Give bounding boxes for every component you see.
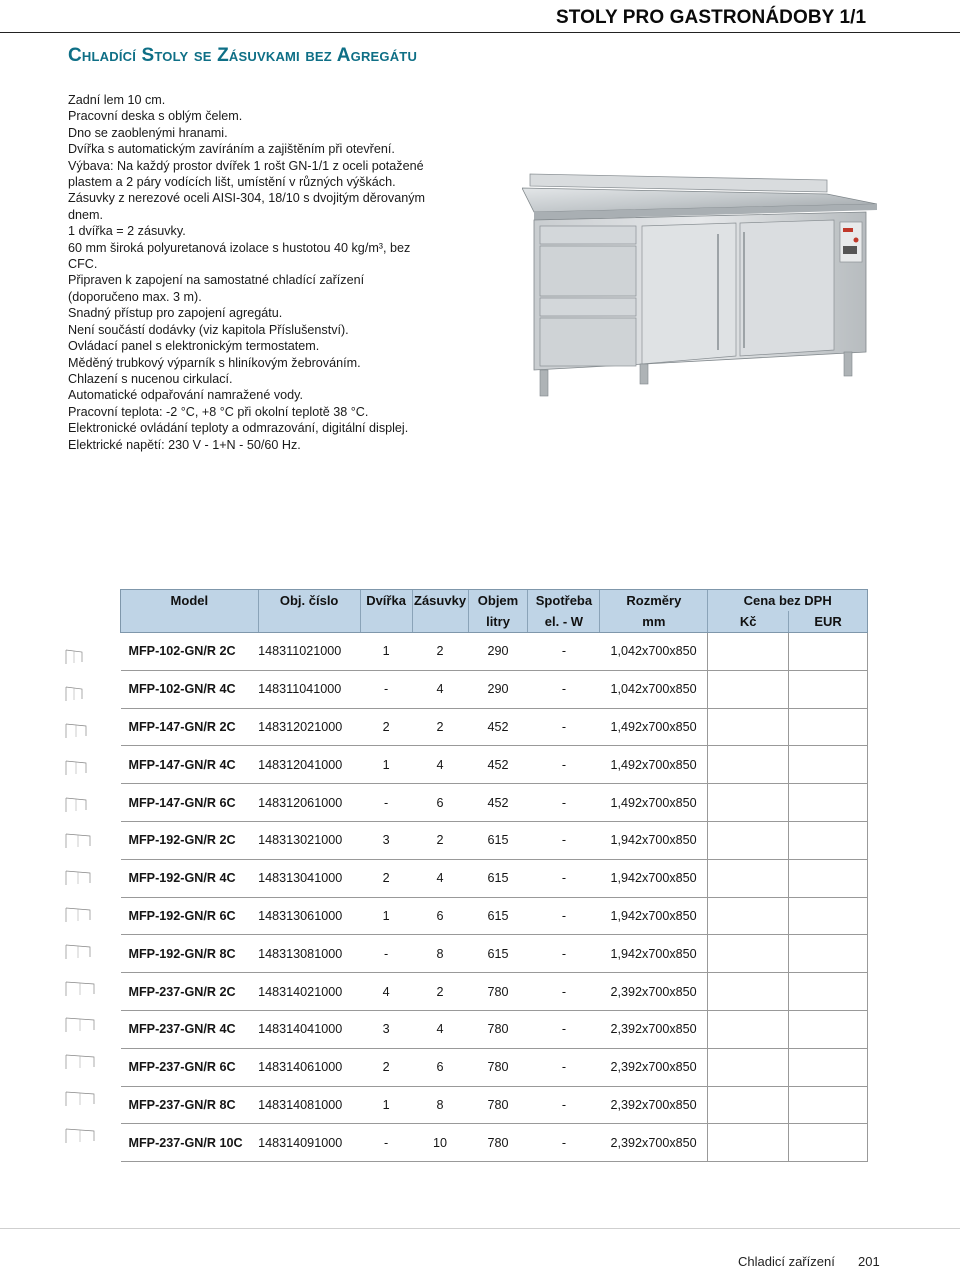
cell-price-eur bbox=[789, 935, 868, 973]
cell-price-czk bbox=[708, 973, 789, 1011]
description-line: Výbava: Na každý prostor dvířek 1 rošt GN-1/1 z oceli potažené bbox=[68, 158, 424, 173]
cell-price-eur bbox=[789, 859, 868, 897]
table-row bbox=[121, 784, 868, 822]
table-sketch-icon bbox=[64, 1044, 104, 1081]
cell-consumption: - bbox=[528, 1086, 600, 1124]
cell-volume: 780 bbox=[468, 1010, 528, 1048]
table-sketch-icon bbox=[64, 713, 104, 750]
cell-price-czk bbox=[708, 821, 789, 859]
cell-price-czk bbox=[708, 670, 789, 708]
section-title: Chladící Stoly se Zásuvkami bez Agregátu bbox=[68, 45, 418, 66]
description-line: plastem a 2 páry vodících lišt, umístění v různých výškách. bbox=[68, 175, 396, 190]
cell-dimensions: 1,492x700x850 bbox=[600, 708, 708, 746]
cell-doors: 2 bbox=[360, 1048, 412, 1086]
cell-price-czk bbox=[708, 1086, 789, 1124]
cell-dimensions: 1,942x700x850 bbox=[600, 897, 708, 935]
cell-order-number: 148312041000 bbox=[258, 746, 360, 784]
header-divider bbox=[0, 32, 960, 33]
cell-price-eur bbox=[789, 784, 868, 822]
cell-volume: 452 bbox=[468, 784, 528, 822]
table-sketch-icon bbox=[64, 1117, 104, 1154]
cell-consumption: - bbox=[528, 633, 600, 671]
cell-dimensions: 2,392x700x850 bbox=[600, 1048, 708, 1086]
header-unit-mm: mm bbox=[600, 611, 708, 633]
cell-order-number: 148312061000 bbox=[258, 784, 360, 822]
cell-model: MFP-237-GN/R 10C bbox=[121, 1124, 259, 1162]
cell-consumption: - bbox=[528, 1010, 600, 1048]
cell-consumption: - bbox=[528, 973, 600, 1011]
cell-consumption: - bbox=[528, 821, 600, 859]
cell-doors: 1 bbox=[360, 897, 412, 935]
cell-price-czk bbox=[708, 859, 789, 897]
description-line: Ovládací panel s elektronickým termostatem. bbox=[68, 339, 320, 354]
cell-model: MFP-147-GN/R 6C bbox=[121, 784, 259, 822]
cell-volume: 452 bbox=[468, 746, 528, 784]
cell-consumption: - bbox=[528, 897, 600, 935]
header-model: Model bbox=[121, 590, 259, 612]
table-row bbox=[121, 897, 868, 935]
cell-drawers: 2 bbox=[412, 633, 468, 671]
cell-consumption: - bbox=[528, 746, 600, 784]
table-row bbox=[121, 1124, 868, 1162]
cell-model: MFP-147-GN/R 4C bbox=[121, 746, 259, 784]
cell-dimensions: 2,392x700x850 bbox=[600, 973, 708, 1011]
cell-model: MFP-237-GN/R 6C bbox=[121, 1048, 259, 1086]
cell-price-eur bbox=[789, 821, 868, 859]
cell-doors: 3 bbox=[360, 1010, 412, 1048]
table-sketch-icon bbox=[64, 823, 104, 860]
description-line: CFC. bbox=[68, 257, 98, 272]
header-dimensions: Rozměry bbox=[600, 590, 708, 612]
cell-model: MFP-102-GN/R 4C bbox=[121, 670, 259, 708]
cell-doors: 3 bbox=[360, 821, 412, 859]
cell-volume: 290 bbox=[468, 670, 528, 708]
description-line: Snadný přístup pro zapojení agregátu. bbox=[68, 306, 283, 321]
cell-doors: 2 bbox=[360, 859, 412, 897]
cell-order-number: 148311021000 bbox=[258, 633, 360, 671]
cell-price-czk bbox=[708, 633, 789, 671]
header-consumption: Spotřeba bbox=[528, 590, 600, 612]
header-unit-empty bbox=[360, 611, 412, 633]
cell-order-number: 148312021000 bbox=[258, 708, 360, 746]
header-doors: Dvířka bbox=[360, 590, 412, 612]
table-sketch-icon bbox=[64, 676, 104, 713]
header-unit-eur: EUR bbox=[789, 611, 868, 633]
cell-price-czk bbox=[708, 784, 789, 822]
description-line: 60 mm široká polyuretanová izolace s hustotou 40 kg/m³, bez bbox=[68, 240, 411, 255]
table-row bbox=[121, 633, 868, 671]
table-sketch-icon bbox=[64, 933, 104, 970]
cell-order-number: 148311041000 bbox=[258, 670, 360, 708]
refrigerated-counter-photo bbox=[522, 170, 877, 400]
cell-consumption: - bbox=[528, 1048, 600, 1086]
cell-volume: 780 bbox=[468, 973, 528, 1011]
cell-model: MFP-192-GN/R 8C bbox=[121, 935, 259, 973]
table-sketch-icon bbox=[64, 1007, 104, 1044]
header-unit-czk: Kč bbox=[708, 611, 789, 633]
cell-price-czk bbox=[708, 1048, 789, 1086]
cell-consumption: - bbox=[528, 670, 600, 708]
cell-model: MFP-192-GN/R 2C bbox=[121, 821, 259, 859]
table-sketch-icon bbox=[64, 639, 104, 676]
cell-drawers: 6 bbox=[412, 897, 468, 935]
cell-price-eur bbox=[789, 746, 868, 784]
product-description bbox=[68, 92, 463, 453]
cell-doors: 2 bbox=[360, 708, 412, 746]
cell-order-number: 148313041000 bbox=[258, 859, 360, 897]
cell-volume: 615 bbox=[468, 935, 528, 973]
cell-price-czk bbox=[708, 935, 789, 973]
cell-drawers: 2 bbox=[412, 973, 468, 1011]
table-row bbox=[121, 746, 868, 784]
cell-price-eur bbox=[789, 1048, 868, 1086]
cell-doors: - bbox=[360, 670, 412, 708]
description-line: Zadní lem 10 cm. bbox=[68, 93, 166, 107]
cell-dimensions: 1,042x700x850 bbox=[600, 633, 708, 671]
table-row bbox=[121, 1086, 868, 1124]
header-volume: Objem bbox=[468, 590, 528, 612]
cell-volume: 452 bbox=[468, 708, 528, 746]
table-header-units-row bbox=[121, 611, 868, 633]
cell-model: MFP-192-GN/R 6C bbox=[121, 897, 259, 935]
cell-drawers: 8 bbox=[412, 1086, 468, 1124]
cell-doors: 1 bbox=[360, 1086, 412, 1124]
cell-model: MFP-237-GN/R 2C bbox=[121, 973, 259, 1011]
cell-dimensions: 1,042x700x850 bbox=[600, 670, 708, 708]
cell-dimensions: 1,942x700x850 bbox=[600, 859, 708, 897]
description-line: Pracovní teplota: -2 °C, +8 °C při okolní teplotě 38 °C. bbox=[68, 404, 369, 419]
cell-order-number: 148314091000 bbox=[258, 1124, 360, 1162]
description-line: Elektrické napětí: 230 V - 1+N - 50/60 Hz. bbox=[68, 437, 301, 452]
description-line: (doporučeno max. 3 m). bbox=[68, 289, 202, 304]
table-row bbox=[121, 1010, 868, 1048]
cell-price-eur bbox=[789, 1010, 868, 1048]
cell-doors: 1 bbox=[360, 746, 412, 784]
cell-price-czk bbox=[708, 1124, 789, 1162]
cell-model: MFP-237-GN/R 8C bbox=[121, 1086, 259, 1124]
cell-volume: 780 bbox=[468, 1086, 528, 1124]
cell-dimensions: 2,392x700x850 bbox=[600, 1086, 708, 1124]
cell-volume: 615 bbox=[468, 897, 528, 935]
footer-divider bbox=[0, 1228, 960, 1229]
cell-order-number: 148314041000 bbox=[258, 1010, 360, 1048]
description-line: Dno se zaoblenými hranami. bbox=[68, 125, 228, 140]
header-unit-liters: litry bbox=[468, 611, 528, 633]
table-row bbox=[121, 670, 868, 708]
cell-dimensions: 1,942x700x850 bbox=[600, 935, 708, 973]
table-sketch-icon bbox=[64, 1081, 104, 1118]
cell-consumption: - bbox=[528, 859, 600, 897]
table-sketch-icon bbox=[64, 970, 104, 1007]
table-sketch-icon bbox=[64, 860, 104, 897]
cell-price-eur bbox=[789, 633, 868, 671]
cell-drawers: 4 bbox=[412, 670, 468, 708]
page-header-title: STOLY PRO GASTRONÁDOBY 1/1 bbox=[556, 7, 867, 28]
cell-drawers: 10 bbox=[412, 1124, 468, 1162]
cell-price-eur bbox=[789, 708, 868, 746]
cell-dimensions: 2,392x700x850 bbox=[600, 1124, 708, 1162]
cell-price-eur bbox=[789, 1124, 868, 1162]
description-line: 1 dvířka = 2 zásuvky. bbox=[68, 224, 186, 239]
cell-doors: - bbox=[360, 1124, 412, 1162]
cell-drawers: 4 bbox=[412, 859, 468, 897]
cell-consumption: - bbox=[528, 935, 600, 973]
description-line: Automatické odpařování namražené vody. bbox=[68, 388, 303, 403]
cell-consumption: - bbox=[528, 708, 600, 746]
cell-doors: 1 bbox=[360, 633, 412, 671]
table-sketch-icon bbox=[64, 786, 104, 823]
description-line: Chlazení s nucenou cirkulací. bbox=[68, 371, 233, 386]
table-row bbox=[121, 821, 868, 859]
table-row bbox=[121, 1048, 868, 1086]
cell-consumption: - bbox=[528, 784, 600, 822]
cell-drawers: 2 bbox=[412, 708, 468, 746]
cell-doors: - bbox=[360, 935, 412, 973]
table-row bbox=[121, 973, 868, 1011]
cell-volume: 615 bbox=[468, 859, 528, 897]
cell-price-czk bbox=[708, 897, 789, 935]
cell-price-eur bbox=[789, 897, 868, 935]
cell-price-czk bbox=[708, 708, 789, 746]
cell-price-czk bbox=[708, 1010, 789, 1048]
description-line: Elektronické ovládání teploty a odmrazování, digitální displej. bbox=[68, 421, 409, 436]
cell-order-number: 148313021000 bbox=[258, 821, 360, 859]
cell-order-number: 148314021000 bbox=[258, 973, 360, 1011]
cell-drawers: 6 bbox=[412, 784, 468, 822]
header-drawers: Zásuvky bbox=[412, 590, 468, 612]
cell-dimensions: 2,392x700x850 bbox=[600, 1010, 708, 1048]
specs-table bbox=[120, 589, 868, 1162]
header-unit-empty bbox=[121, 611, 259, 633]
cell-model: MFP-102-GN/R 2C bbox=[121, 633, 259, 671]
row-thumbnails bbox=[64, 639, 104, 1154]
header-price: Cena bez DPH bbox=[708, 590, 868, 612]
table-row bbox=[121, 708, 868, 746]
cell-drawers: 4 bbox=[412, 1010, 468, 1048]
cell-dimensions: 1,942x700x850 bbox=[600, 821, 708, 859]
cell-dimensions: 1,492x700x850 bbox=[600, 784, 708, 822]
cell-volume: 615 bbox=[468, 821, 528, 859]
cell-drawers: 6 bbox=[412, 1048, 468, 1086]
cell-volume: 290 bbox=[468, 633, 528, 671]
cell-model: MFP-147-GN/R 2C bbox=[121, 708, 259, 746]
cell-price-eur bbox=[789, 1086, 868, 1124]
table-row bbox=[121, 935, 868, 973]
cell-consumption: - bbox=[528, 1124, 600, 1162]
cell-order-number: 148314081000 bbox=[258, 1086, 360, 1124]
description-line: Dvířka s automatickým zavíráním a zajištěním při otevření. bbox=[68, 142, 395, 157]
header-unit-empty bbox=[412, 611, 468, 633]
cell-volume: 780 bbox=[468, 1048, 528, 1086]
cell-model: MFP-237-GN/R 4C bbox=[121, 1010, 259, 1048]
cell-order-number: 148313061000 bbox=[258, 897, 360, 935]
cell-doors: 4 bbox=[360, 973, 412, 1011]
description-line: Připraven k zapojení na samostatné chladící zařízení bbox=[68, 273, 365, 288]
header-order-number: Obj. číslo bbox=[258, 590, 360, 612]
cell-drawers: 2 bbox=[412, 821, 468, 859]
cell-price-eur bbox=[789, 670, 868, 708]
table-header-row bbox=[121, 590, 868, 612]
description-line: Měděný trubkový výparník s hliníkovým žebrováním. bbox=[68, 355, 361, 370]
description-line: dnem. bbox=[68, 207, 104, 222]
table-sketch-icon bbox=[64, 897, 104, 934]
description-line: Pracovní deska s oblým čelem. bbox=[68, 109, 243, 124]
cell-volume: 780 bbox=[468, 1124, 528, 1162]
table-sketch-icon bbox=[64, 749, 104, 786]
table-row bbox=[121, 859, 868, 897]
cell-drawers: 4 bbox=[412, 746, 468, 784]
description-line: Zásuvky z nerezové oceli AISI-304, 18/10 s dvojitým děrovaným bbox=[68, 191, 425, 206]
cell-drawers: 8 bbox=[412, 935, 468, 973]
description-line: Není součástí dodávky (viz kapitola Příslušenství). bbox=[68, 322, 349, 337]
cell-order-number: 148314061000 bbox=[258, 1048, 360, 1086]
page-number: 201 bbox=[858, 1254, 880, 1269]
cell-dimensions: 1,492x700x850 bbox=[600, 746, 708, 784]
cell-order-number: 148313081000 bbox=[258, 935, 360, 973]
cell-model: MFP-192-GN/R 4C bbox=[121, 859, 259, 897]
footer-category-label: Chladicí zařízení bbox=[738, 1254, 835, 1269]
cell-price-czk bbox=[708, 746, 789, 784]
cell-price-eur bbox=[789, 973, 868, 1011]
header-unit-watts: el. - W bbox=[528, 611, 600, 633]
header-unit-empty bbox=[258, 611, 360, 633]
cell-doors: - bbox=[360, 784, 412, 822]
